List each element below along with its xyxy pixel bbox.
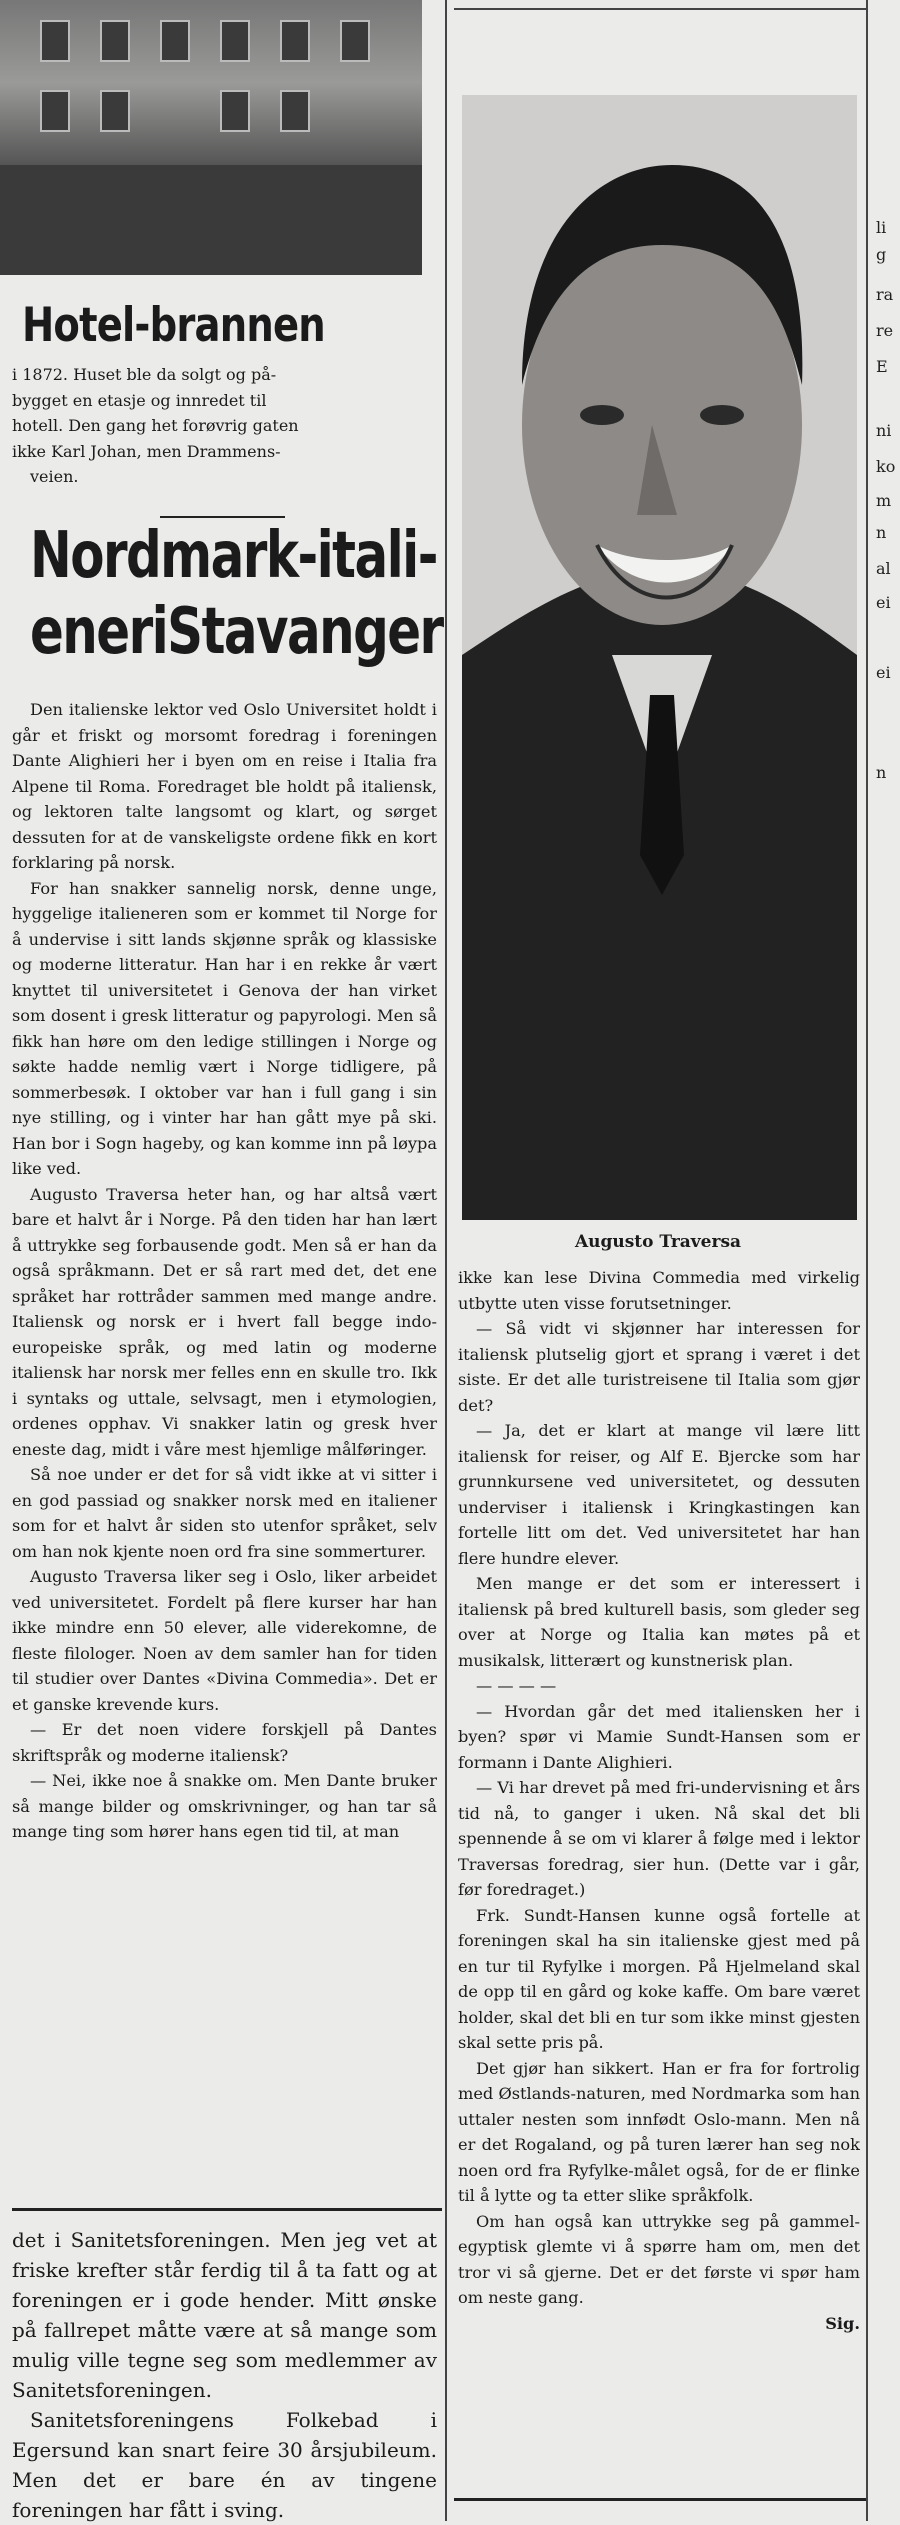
text-fragment: n: [876, 523, 887, 542]
text-fragment: ei: [876, 663, 891, 682]
section-divider: [454, 2498, 866, 2501]
paragraph: Augusto Traversa heter han, og har altså vært bare et halvt år i Norge. På den tiden har han lært å uttrykke seg forbausende godt. Men så er han da også språkmann. Det er så rart med det, det ene språket har rottråder sammen med mange andre. Italiensk og norsk er i hvert fall begge indo-europeiske språk, og med latin og moderne italiensk har norsk mer felles enn en skulle tro. Ikk i syntaks og uttale, selvsagt, men i etymologien, ordenes opphav. Vi snakker latin og gresk hver eneste dag, midt i våre mest hjemlige målføringer.: [12, 1184, 437, 1459]
text-fragment: al: [876, 559, 891, 578]
text-fragment: g: [876, 245, 887, 264]
headline-line: Nordmark-itali-: [30, 519, 437, 593]
hotel-headline: Hotel-brannen: [22, 298, 325, 353]
text-fragment: li: [876, 218, 887, 237]
paragraph: Augusto Traversa liker seg i Oslo, liker arbeidet ved universitetet. Fordelt på flere kurser har han ikke mindre enn 50 elever, alle viderekomne, de fleste filologer. Noen av dem samler han for tiden til studier over Dantes «Divina Commedia». Det er et ganske krevende kurs.: [12, 1567, 437, 1714]
photo-caption: Augusto Traversa: [574, 1232, 742, 1252]
portrait-drawing: [462, 95, 857, 1220]
text-fragment: ei: [876, 593, 891, 612]
paragraph: Så noe under er det for så vidt ikke at vi sitter i en god passiad og snakker norsk med en italiener som for et halvt år siden sto utenfor språket, selv om han nok kjente noen ord fra sine sommerturer.: [12, 1465, 437, 1561]
paragraph: — Nei, ikke noe å snakke om. Men Dante bruker så mange bilder og omskrivninger, og han tar så mange ting som hører hans egen tid til, at man: [12, 1771, 437, 1841]
sanitet-article-text: [12, 2225, 437, 2525]
text-fragment: m: [876, 491, 892, 510]
paragraph: Det gjør han sikkert. Han er fra for fortrolig med Østlands-naturen, med Nordmarka som han uttaler nesten som innfødt Oslo-mann. Men nå er det Rogaland, og på turen lærer han seg nok noen ord fra Ryfylke-målet også, for de er flinke til å lytte og ta etter slike språkfolk.: [458, 2058, 860, 2205]
paragraph: Frk. Sundt-Hansen kunne også fortelle at foreningen skal ha sin italienske gjest med på en tur til Ryfylke i morgen. På Hjelmeland skal de opp til en gård og koke kaffe. Om bare været holder, skal det bli en tur som ikke minst gjesten skal sette pris på.: [458, 1905, 860, 2052]
paragraph: For han snakker sannelig norsk, denne unge, hyggelige italieneren som er kommet til Norge for å undervise i sitt lands skjønne språk og klassiske og moderne litteratur. Han har i en rekke år vært knyttet til universitetet i Genova der han virket som dosent i gresk litteratur og papyrologi. Men så fikk han høre om den ledige stillingen i Norge og søkte hadde nemlig vært i Norge tidligere, på sommerbesøk. I oktober var han i full gang i sin nye stilling, og i vinter har han gått mye på ski. Han bor i Sogn hageby, og kan komme inn på løypa like ved.: [12, 878, 437, 1178]
separator-dashes: — — — —: [476, 1676, 557, 1695]
paragraph: — Ja, det er klart at mange vil lære litt italiensk for reiser, og Alf E. Bjercke som har grunnkursene ved universitetet, og dessuten underviser i italiensk i Kringkastingen kan fortelle litt om det. Ved universitetet har han flere hundre elever.: [458, 1421, 860, 1568]
italian-headline: [30, 518, 443, 670]
paragraph: — Er det noen videre forskjell på Dantes skriftspråk og moderne italiensk?: [12, 1720, 437, 1765]
left-column: [0, 0, 445, 2521]
paragraph: — Vi har drevet på med fri-undervisning et års tid nå, to ganger i uken. Nå skal det bli spennende å se om vi klarer å følge med i lektor Traversas foredrag, sier hun. (Dette var i går, før foredraget.): [458, 1778, 860, 1899]
text-line: bygget en etasje og innredet til: [12, 390, 267, 410]
text-fragment: ra: [876, 285, 894, 304]
paragraph: Om han også kan uttrykke seg på gammel-egyptisk glemte vi å spørre ham om, men det tror vi så gjerne. Det er det første vi spør ham om neste gang.: [458, 2211, 860, 2307]
hotel-article-text: [12, 362, 437, 490]
headline-line: eneriStavanger: [30, 595, 443, 669]
signature: Sig.: [825, 2313, 860, 2333]
text-fragment: ko: [876, 457, 896, 476]
divider: [454, 8, 866, 10]
interview-text: [458, 1265, 860, 2336]
text-fragment: E: [876, 357, 888, 376]
portrait-photo: [462, 95, 857, 1220]
paragraph: Den italienske lektor ved Oslo Universitet holdt i går et friskt og morsomt foredrag i foreningen Dante Alighieri her i byen om en reise i Italia fra Alpene til Roma. Foredraget ble holdt på italiensk, og lektoren talte langsomt og klart, og sørget dessuten for at de vanskeligste ordene fikk en kort forklaring på norsk.: [12, 700, 437, 872]
right-column-fragment: [868, 0, 900, 2521]
paragraph: — Hvordan går det med italiensken her i byen? spør vi Mamie Sundt-Hansen som er formann i Dante Alighieri.: [458, 1701, 860, 1772]
section-divider: [12, 2208, 442, 2211]
text-line: hotell. Den gang het forøvrig gaten: [12, 416, 299, 435]
text-fragment: re: [876, 321, 894, 340]
paragraph: Men mange er det som er interessert i italiensk på bred kulturell basis, som gleder seg over at Norge og Italia kan møtes på et musikalsk, litterært og kunstnerisk plan.: [458, 1574, 860, 1670]
paragraph: Sanitetsforeningens Folkebad i Egersund kan snart feire 30 årsjubileum. Men det er bare én av tingene foreningen har fått i sving.: [12, 2408, 437, 2522]
paragraph: det i Sanitetsforeningen. Men jeg vet at friske krefter står ferdig til å ta fatt og at foreningen er i gode hender. Mitt ønske på fallrepet måtte være at så mange som mulig ville tegne seg som medlemmer av Sanitetsforeningen.: [12, 2228, 437, 2402]
text-line: i 1872. Huset ble da solgt og på-: [12, 365, 277, 384]
middle-column: [448, 0, 868, 2521]
paragraph: ikke kan lese Divina Commedia med virkelig utbytte uten visse forutsetninger.: [458, 1268, 860, 1313]
column-rule: [445, 0, 447, 2521]
text-fragment: n: [876, 763, 887, 782]
italian-article-text: [12, 697, 437, 1845]
text-line: veien.: [30, 467, 79, 486]
building-photo: [0, 0, 422, 275]
paragraph: — Så vidt vi skjønner har interessen for italiensk plutselig gjort et sprang i været i det siste. Er det alle turistreisene til Italia som gjør det?: [458, 1319, 860, 1415]
text-fragment: ni: [876, 421, 892, 440]
text-line: ikke Karl Johan, men Drammens-: [12, 441, 281, 461]
